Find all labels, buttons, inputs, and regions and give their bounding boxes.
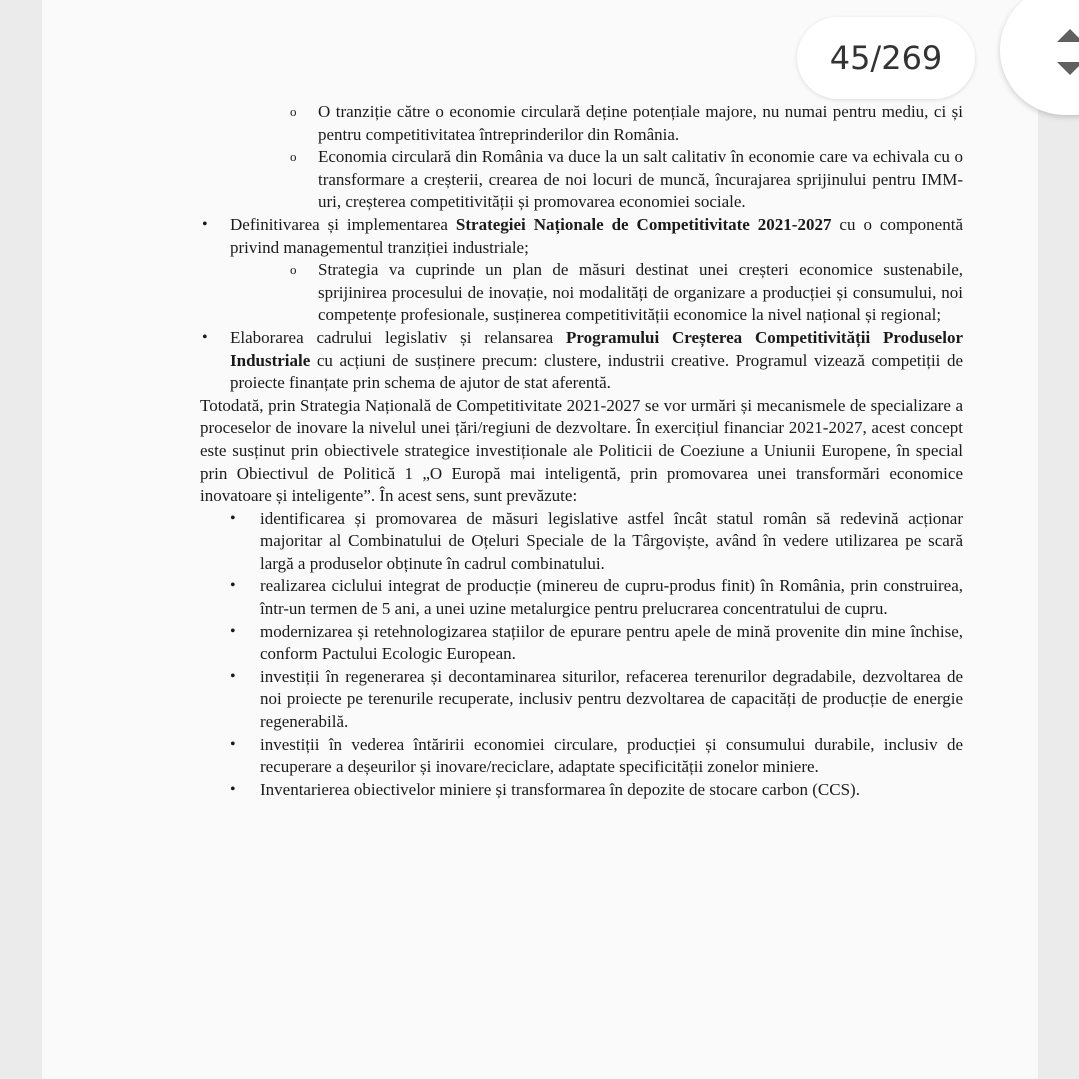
circle-bullet-icon: o	[290, 262, 297, 278]
bold-text: Strategiei Naționale de Competitivitate 2021-2027	[455, 214, 832, 234]
chevron-up-icon[interactable]	[1057, 29, 1079, 42]
document-page	[42, 0, 1038, 1079]
bullet-icon: •	[230, 780, 236, 798]
circle-bullet-icon: o	[290, 104, 297, 119]
bullet-item: • Definitivarea și implementarea Strategiei Naționale de Competitivitate 2021-2027 cu o componentă privind managementul tranziției industriale;	[202, 214, 963, 257]
bullet-icon: •	[230, 667, 236, 685]
bullet-icon: •	[230, 509, 236, 527]
list-item: • modernizarea și retehnologizarea stațiilor de epurare pentru apele de mină provenite din mine închise, conform Pactului Ecologic European.	[230, 621, 963, 664]
list-item: • realizarea ciclului integrat de producție (minereu de cupru-produs finit) în România, prin construirea, într-un termen de 5 ani, a unei uzine metalurgice pentru prelucrarea concentratului de cupru.	[230, 576, 963, 619]
bullet-icon: •	[230, 577, 236, 595]
list-item: • investiții în regenerarea și decontaminarea siturilor, refacerea terenurilor degradabile, dezvoltarea de noi proiecte pe terenurile recuperate, inclusiv pentru dezvoltarea de capacități de producție de energie regenerabilă.	[230, 666, 963, 732]
sub-list-item: o Strategia va cuprinde un plan de măsuri destinat unei creșteri economice sustenabile, sprijinirea procesului de inovație, noi modalități de organizare a producției și consumului, noi competențe profesionale, susținerea competitivității economice la nivel național și regional;	[290, 260, 963, 325]
bullet-item: • Elaborarea cadrului legislativ și relansarea Programului Creșterea Competitivității Produselor Industriale cu acțiuni de susținere precum: clustere, industrii creative. Programul vizează competiții de proiecte finanțate prin schema de ajutor de stat aferentă.	[202, 327, 963, 393]
list-item: • identificarea și promovarea de măsuri legislative astfel încât statul român să redevină acționar majoritar al Combinatului de Oțeluri Speciale de la Târgoviște, având în vedere utilizarea pe scară largă a produselor obținute în cadrul combinatului.	[230, 508, 963, 573]
bullet-icon: •	[230, 735, 236, 753]
bullet-icon: •	[202, 215, 208, 233]
bold-text: Programului Creșterea Competitivității Produselor Industriale	[230, 327, 963, 370]
document-text	[200, 101, 963, 801]
chevron-down-icon[interactable]	[1057, 62, 1079, 75]
sub-list-item: o Economia circulară din România va duce la un salt calitativ în economie care va echivala cu o transformare a creșterii, crearea de noi locuri de muncă, încurajarea sprijinului pentru IMM-uri, creșterea competitivității și promovarea economiei sociale.	[290, 147, 963, 212]
bullet-icon: •	[202, 328, 208, 346]
page-counter: 45/269	[797, 17, 975, 99]
circle-bullet-icon: o	[290, 149, 297, 165]
sub-list-item: o O tranziție către o economie circulară deține potențiale majore, nu numai pentru mediu, ci și pentru competitivitatea întreprinderilor din România.	[290, 102, 963, 144]
body-paragraph: Totodată, prin Strategia Națională de Competitivitate 2021-2027 se vor urmări și mecanismele de specializare a proceselor de inovare la nivelul unei țări/regiuni de dezvoltare. În exercițiul financiar 2021-2027, acest concept este susținut prin obiectivele strategice investiționale ale Politicii de Coeziune a Uniunii Europene, în special prin Obiectivul de Politică 1 „O Europă mai inteligentă, prin promovarea unei transformări economice inovatoare și inteligente”. În acest sens, sunt prevăzute:	[200, 395, 963, 506]
list-item: • investiții în vederea întăririi economiei circulare, producției și consumului durabile, inclusiv de recuperare a deșeurilor și inovare/reciclare, adaptate specificității zonelor miniere.	[230, 734, 963, 777]
list-item: • Inventarierea obiectivelor miniere și transformarea în depozite de stocare carbon (CCS).	[260, 779, 963, 802]
bullet-icon: •	[230, 622, 236, 640]
